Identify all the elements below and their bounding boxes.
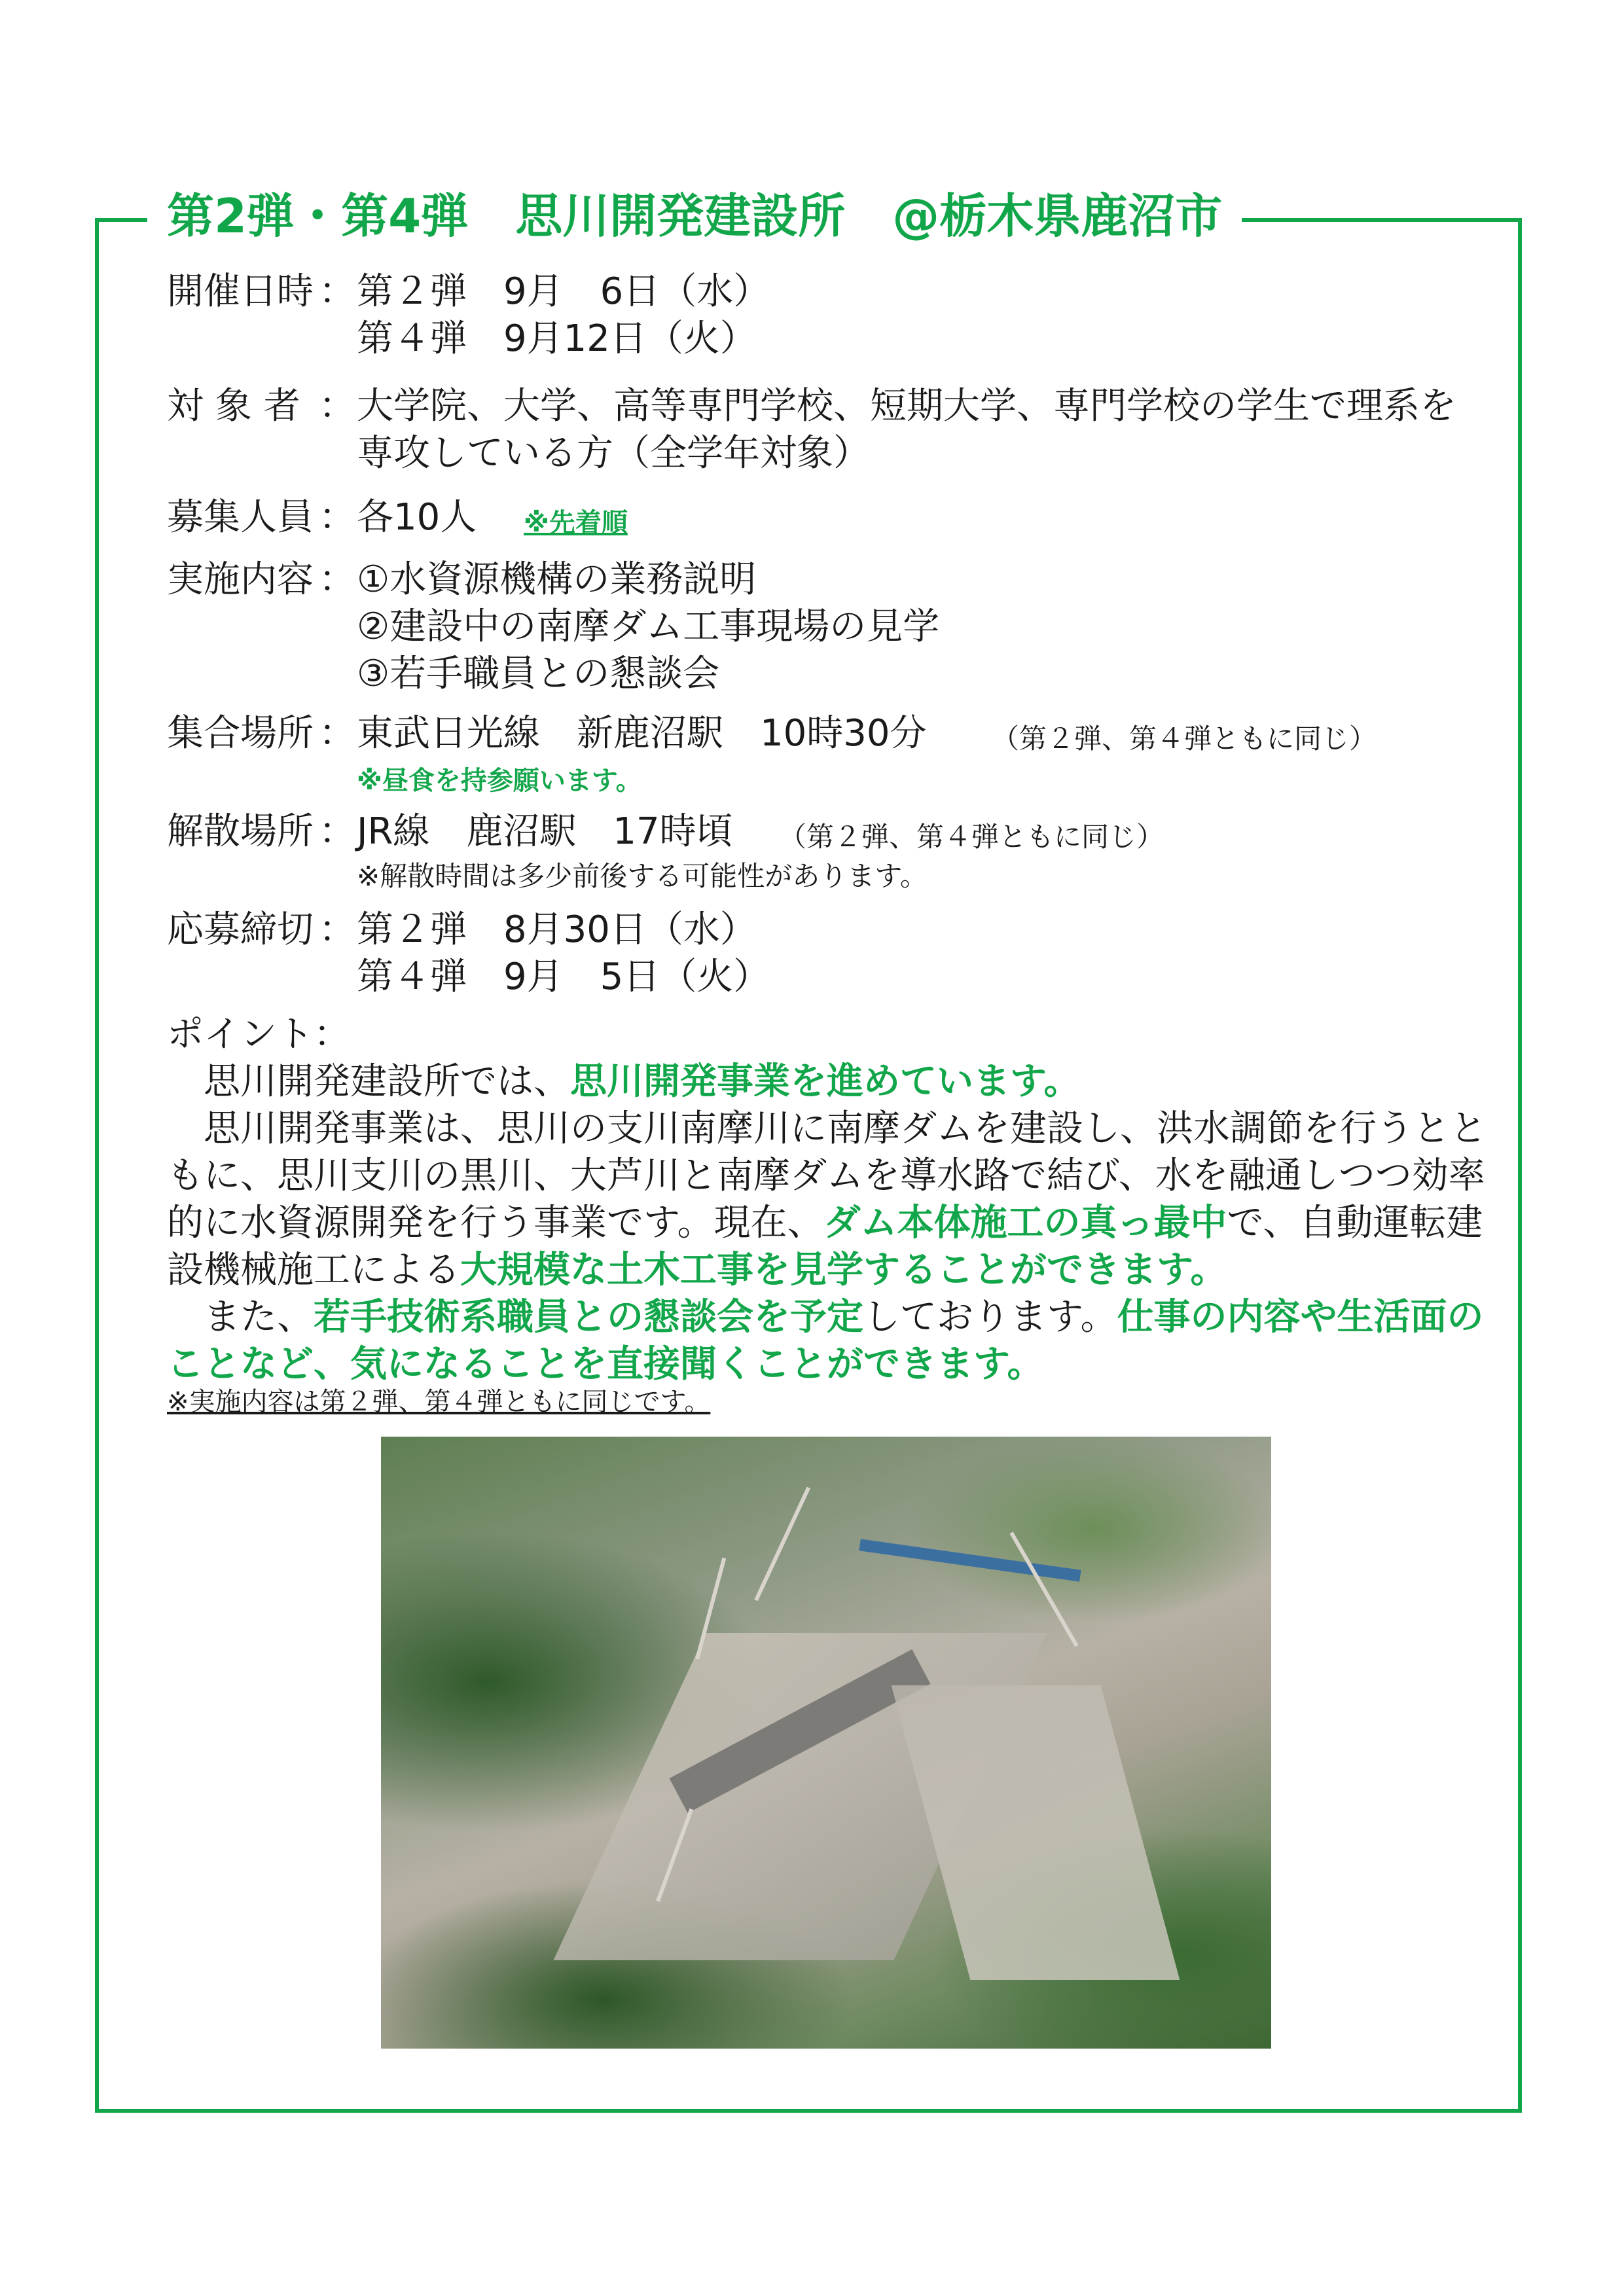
dismissal-time-note: ※解散時間は多少前後する可能性があります。 xyxy=(357,860,928,892)
deadline-label: 応募締切 xyxy=(167,908,314,951)
capacity-label: 募集人員 xyxy=(167,496,314,539)
target-line2: 専攻している方（全学年対象） xyxy=(357,432,870,475)
points-paragraph-2 xyxy=(167,1105,1509,1294)
deadline-colon: ： xyxy=(319,908,355,951)
footnote: ※実施内容は第２弾、第４弾ともに同じです。 xyxy=(167,1387,711,1417)
capacity-value: 各10人 xyxy=(357,496,477,539)
deadline-line2: 第４弾 9月 5日（火） xyxy=(357,956,770,998)
dismissal-value: JR線 鹿沼駅 17時頃 xyxy=(357,810,733,853)
schedule-line2: 第４弾 9月12日（火） xyxy=(357,317,757,360)
dismissal-note: （第２弾、第４弾ともに同じ） xyxy=(779,821,1164,853)
points-p1-text: 思川開発建設所では、 xyxy=(167,1060,570,1103)
points-section xyxy=(167,1011,1509,1388)
contents-item-3: ③若手職員との懇談会 xyxy=(357,653,720,695)
dismissal-colon: ： xyxy=(319,810,355,853)
meeting-colon: ： xyxy=(319,712,355,755)
dismissal-label: 解散場所 xyxy=(167,810,314,853)
meeting-label: 集合場所 xyxy=(167,712,314,755)
photo-slope xyxy=(892,1685,1180,1980)
schedule-colon: ： xyxy=(319,270,355,313)
points-p3-text-2: しております。 xyxy=(863,1296,1117,1338)
points-p1-highlight: 思川開発事業を進めています。 xyxy=(570,1060,1081,1103)
points-p2-text: 思川開発事業は、思川の支川南摩川に南摩ダムを建設し、洪水調節を行うとともに、思川支川の黒川、大芦川と南摩ダムを導水路で結び、水を融通しつつ効率的に水資源開発を行う事業です。現在、 xyxy=(167,1107,1487,1244)
contents-colon: ： xyxy=(319,558,355,601)
capacity-colon: ： xyxy=(319,496,355,539)
target-line1: 大学院、大学、高等専門学校、短期大学、専門学校の学生で理系を xyxy=(357,385,1456,427)
meeting-lunch-note: ※昼食を持参願います。 xyxy=(357,766,642,796)
points-p3-highlight-2: 仕事の内容や生活面のことなど、気になることを直接聞くことができます。 xyxy=(167,1296,1484,1386)
meeting-value: 東武日光線 新鹿沼駅 10時30分 xyxy=(357,712,927,755)
contents-item-2: ②建設中の南摩ダム工事現場の見学 xyxy=(357,605,940,648)
points-paragraph-1 xyxy=(167,1058,1509,1105)
dam-construction-photo xyxy=(381,1437,1271,2049)
points-p2-highlight-2: 大規模な土木工事を見学することができます。 xyxy=(460,1249,1227,1291)
contents-item-1: ①水資源機構の業務説明 xyxy=(357,558,757,601)
photo-crane xyxy=(754,1487,810,1602)
schedule-label: 開催日時 xyxy=(167,270,314,313)
photo-bridge xyxy=(859,1539,1081,1581)
meeting-note: （第２弾、第４弾ともに同じ） xyxy=(992,723,1377,755)
points-p2-text-2: で、自動運転建設機械施工による xyxy=(167,1202,1483,1291)
page-title: 第2弾・第4弾 思川開発建設所 @栃木県鹿沼市 xyxy=(147,183,1242,249)
points-p2-highlight-1: ダム本体施工の真っ最中 xyxy=(823,1202,1227,1244)
schedule-line1: 第２弾 9月 6日（水） xyxy=(357,270,770,313)
photo-crane xyxy=(1009,1532,1078,1647)
contents-label: 実施内容 xyxy=(167,558,314,601)
points-label: ポイント： xyxy=(167,1013,350,1056)
points-p3-highlight-1: 若手技術系職員との懇談会を予定 xyxy=(314,1296,863,1338)
points-p3-text: また、 xyxy=(167,1296,314,1338)
points-paragraph-3 xyxy=(167,1294,1509,1388)
deadline-line1: 第２弾 8月30日（水） xyxy=(357,908,757,951)
target-colon: ： xyxy=(319,385,355,427)
target-label: 対 象 者 xyxy=(167,385,300,427)
capacity-note: ※先着順 xyxy=(524,508,628,538)
